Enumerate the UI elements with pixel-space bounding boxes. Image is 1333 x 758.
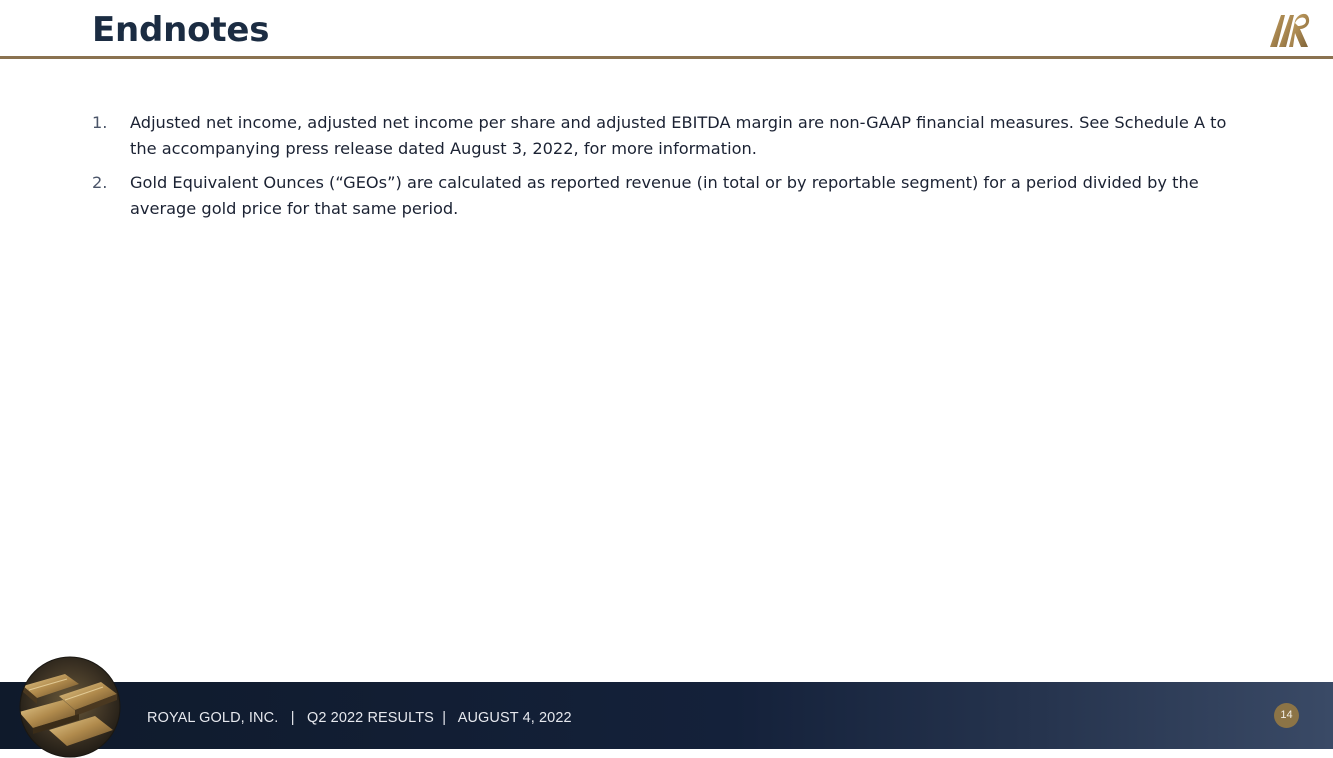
title-rule [0, 56, 1333, 59]
endnote-item [92, 110, 1242, 162]
footer-separator: | [442, 710, 447, 726]
page-title: Endnotes [92, 10, 270, 50]
endnote-item [92, 170, 1242, 222]
endnote-text: Gold Equivalent Ounces (“GEOs”) are calculated as reported revenue (in total or by reportable segment) for a period divided by the average gold price for that same period. [130, 173, 1199, 218]
royal-gold-logo-icon [1268, 7, 1312, 49]
page-number-badge: 14 [1274, 703, 1299, 728]
endnote-text: Adjusted net income, adjusted net income per share and adjusted EBITDA margin are non-GAAP financial measures. See Schedule A to the accompanying press release dated August 3, 2022, for more information. [130, 113, 1227, 158]
gold-bars-photo [19, 656, 121, 758]
footer-date: AUGUST 4, 2022 [457, 710, 572, 726]
slide-footer [0, 682, 1333, 749]
endnote-number: 2. [92, 173, 108, 192]
endnotes-list [92, 110, 1242, 230]
footer-text [147, 710, 572, 726]
endnote-number: 1. [92, 113, 108, 132]
footer-company: ROYAL GOLD, INC. [147, 710, 279, 726]
footer-event: Q2 2022 RESULTS [306, 710, 434, 726]
footer-separator: | [290, 710, 295, 726]
